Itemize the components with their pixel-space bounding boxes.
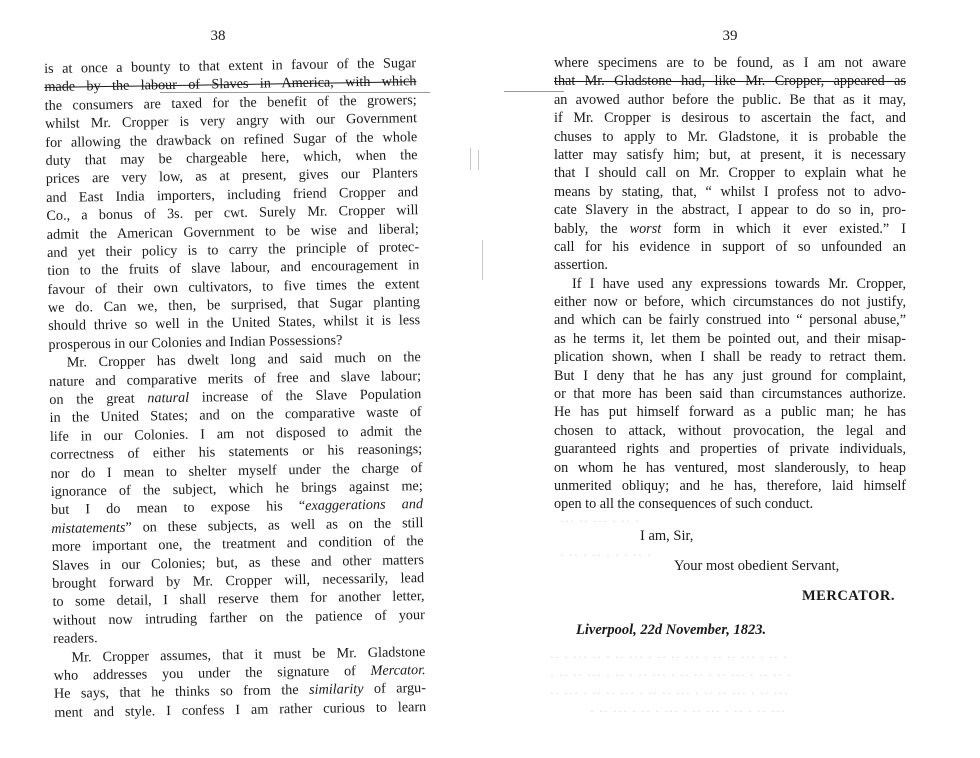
text-line	[554, 385, 906, 403]
text-span: ” on these subjects, as well as on the still	[125, 514, 424, 536]
text-span: latter may satisfy him; but, at present, it is necessary	[554, 146, 906, 163]
text-line	[554, 109, 906, 127]
page-number: 38	[210, 28, 226, 44]
text-span: made by the labour of Slaves in America, with which	[44, 73, 417, 96]
text-span: of argu-	[363, 680, 427, 698]
text-line	[554, 256, 906, 274]
text-span: as he terms it, let them be pointed out, and their misap-	[554, 330, 906, 347]
text-span: should thrive so well in the United States, whilst it is less	[48, 312, 421, 335]
text-line	[554, 164, 906, 182]
text-span: that I should call on Mr. Cropper to explain what he	[554, 165, 906, 182]
body-text	[44, 54, 426, 722]
bleed-through-text: ··· ·· ··· · ·· ·	[560, 514, 640, 528]
text-line	[554, 146, 906, 164]
text-span: tion to the fruits of slave labour, and encouragement in	[47, 257, 420, 280]
text-span: more important one, the treatment and condition of the	[51, 533, 424, 556]
text-line	[554, 367, 906, 385]
text-line	[554, 201, 906, 219]
italic-text: natural	[147, 389, 190, 407]
text-line	[554, 403, 906, 421]
text-span: is at once a bounty to that extent in favour of the Sugar	[44, 55, 417, 77]
text-line	[554, 330, 906, 348]
text-span: that Mr. Gladstone had, like Mr. Cropper, appeared as	[554, 73, 906, 90]
text-span: either now or before, which circumstances do not justify,	[554, 294, 906, 311]
text-span: increase of the Slave Population	[189, 386, 422, 406]
dateline: Liverpool, 22d November, 1823.	[576, 622, 767, 638]
text-line	[554, 72, 906, 90]
text-line	[554, 311, 906, 329]
complimentary-close: Your most obedient Servant,	[674, 558, 840, 574]
text-span: He says, that he thinks so from the	[53, 682, 310, 703]
text-line	[554, 459, 906, 477]
text-span: means by stating, that, “ whilst I profess not to advo-	[554, 183, 906, 200]
text-span: Slaves in our Colonies; but, as these and other matters	[51, 551, 425, 574]
text-span: to some detail, I shall reserve them for another letter,	[52, 588, 425, 611]
text-span: for allowing the drawback on refined Sugar of the whole	[45, 128, 418, 151]
text-span: But I deny that he has any just ground for complaint,	[554, 367, 906, 384]
text-span: If I have used any expressions towards Mr. Cropper,	[572, 275, 906, 292]
text-span: and which can be fairly construed into “ personal abuse,”	[554, 312, 906, 329]
italic-text: exaggerations and	[305, 496, 424, 515]
text-span: guaranteed rights and properties of private individuals,	[554, 441, 906, 458]
text-span: call for his evidence in support of so unfounded an	[554, 238, 906, 255]
bleed-through-text: ·· · ··· ·· · ·· ··· · ·· ·· ··· · ·· ·· ··· · ·· ·	[550, 650, 788, 664]
text-span: on the great	[49, 390, 148, 408]
text-span: duty that may be chargeable here, which, when the	[45, 147, 418, 169]
text-span: who addresses you under the signature of	[53, 662, 371, 684]
italic-text: similarity	[308, 681, 364, 699]
text-span: nature and comparative merits of free and slave labour;	[48, 367, 422, 390]
text-span: open to all the consequences of such conduct.	[554, 496, 814, 513]
text-span: life in our Colonies. I am not disposed to admit the	[49, 422, 422, 445]
text-line	[554, 440, 906, 458]
bleed-through-text: · ·· · ·· · · · ·· ·	[560, 548, 652, 562]
gutter-mark	[478, 150, 479, 170]
text-span: but I do mean to expose his “	[50, 498, 306, 519]
text-span: correctness of either his statements or his reasonings;	[50, 441, 423, 464]
text-span: where specimens are to be found, as I am not aware	[554, 55, 906, 71]
text-span: an avowed author before the public. Be that as it may,	[554, 91, 906, 108]
text-span: cate Slavery in the abstract, I appear to do so in, pro-	[554, 202, 906, 219]
text-span: on whom he has ventured, most slanderously, to heap	[554, 459, 906, 476]
text-span: favour of their own cultivators, to five times the extent	[47, 275, 420, 298]
text-span: if Mr. Cropper is desirous to ascertain the fact, and	[554, 110, 906, 127]
text-line	[554, 238, 906, 256]
text-line	[554, 183, 906, 201]
text-span: and East India importers, including friend Cropper and	[46, 183, 419, 206]
bleed-through-text: · ·· ·· ··· · ·· · ·· ··· · ·· ·· · ·· ··· · ·· ·· ·	[550, 668, 792, 682]
text-span: plication shown, when I shall be ready to retract them.	[554, 349, 906, 366]
text-line	[554, 91, 906, 109]
gutter-mark	[482, 240, 483, 280]
text-span: brought forward by Mr. Cropper will, necessarily, lead	[52, 570, 425, 592]
text-span: Mr. Cropper assumes, that it must be Mr. Gladstone	[71, 643, 426, 666]
bleed-through-text: ·· ··· · ·· ·· ··· · ·· ·· ··· · ·· ·· ··· · ·· ···	[550, 686, 789, 700]
text-span: prosperous in our Colonies and Indian Possessions?	[48, 332, 343, 353]
text-span: readers.	[52, 630, 98, 648]
text-line	[554, 422, 906, 440]
text-line	[554, 348, 906, 366]
gutter-mark	[470, 148, 471, 170]
text-span: and yet their policy is to carry the principle of protec-	[46, 239, 420, 261]
text-span: prices are very low, as at present, gives our Planters	[45, 165, 418, 188]
text-span: without now intruding farther on the patience of your	[52, 606, 425, 629]
text-span: bably, the	[554, 220, 630, 237]
italic-text: worst	[629, 220, 662, 237]
text-span: in the United States; and on the comparative waste of	[49, 404, 422, 427]
text-line	[554, 293, 906, 311]
text-span: the consumers are taxed for the benefit of the growers;	[44, 91, 417, 114]
text-span: ignorance of the subject, which he brings against me;	[50, 478, 423, 500]
signature: MERCATOR.	[802, 588, 895, 604]
right-page	[490, 0, 980, 758]
italic-text: Mercator.	[370, 661, 426, 679]
text-line	[554, 495, 906, 513]
text-span: Mr. Cropper has dwelt long and said much on the	[66, 349, 421, 371]
text-span: chuses to apply to Mr. Gladstone, it is probable the	[554, 128, 906, 145]
text-line	[554, 54, 906, 72]
text-span: whilst Mr. Cropper is very angry with our Government	[44, 110, 418, 133]
text-span: ment and style. I confess I am rather curious to learn	[54, 698, 427, 721]
text-span: chosen to attack, without provocation, the legal and	[554, 422, 906, 439]
italic-text: mistatements	[51, 519, 126, 537]
salutation: I am, Sir,	[640, 528, 694, 544]
text-span: He has put himself forward as a public man; he has	[554, 404, 906, 421]
body-text	[554, 54, 906, 514]
text-line	[554, 477, 906, 495]
text-span: admit the American Government to be wise and liberal;	[46, 220, 419, 243]
text-span: or that more has been said than circumstances authorize.	[554, 386, 906, 403]
bleed-through-text: · ·· ··· · ·· · ··· · ·· ··· · ·· · ·· ···	[590, 704, 786, 718]
text-span: form in which it ever existed.” I	[661, 220, 906, 237]
page-number: 39	[722, 28, 738, 44]
text-line	[554, 128, 906, 146]
text-span: we do. Can we, then, be surprised, that Sugar planting	[47, 294, 420, 317]
text-span: Co., a bonus of 3s. per cwt. Surely Mr. Cropper will	[46, 202, 419, 225]
text-line	[554, 220, 906, 238]
text-span: unmerited obliquy; and he has, therefore, laid himself	[554, 477, 906, 494]
text-span: nor do I mean to shelter myself under the charge of	[50, 459, 423, 482]
text-span: assertion.	[554, 257, 608, 274]
text-line	[554, 275, 906, 293]
